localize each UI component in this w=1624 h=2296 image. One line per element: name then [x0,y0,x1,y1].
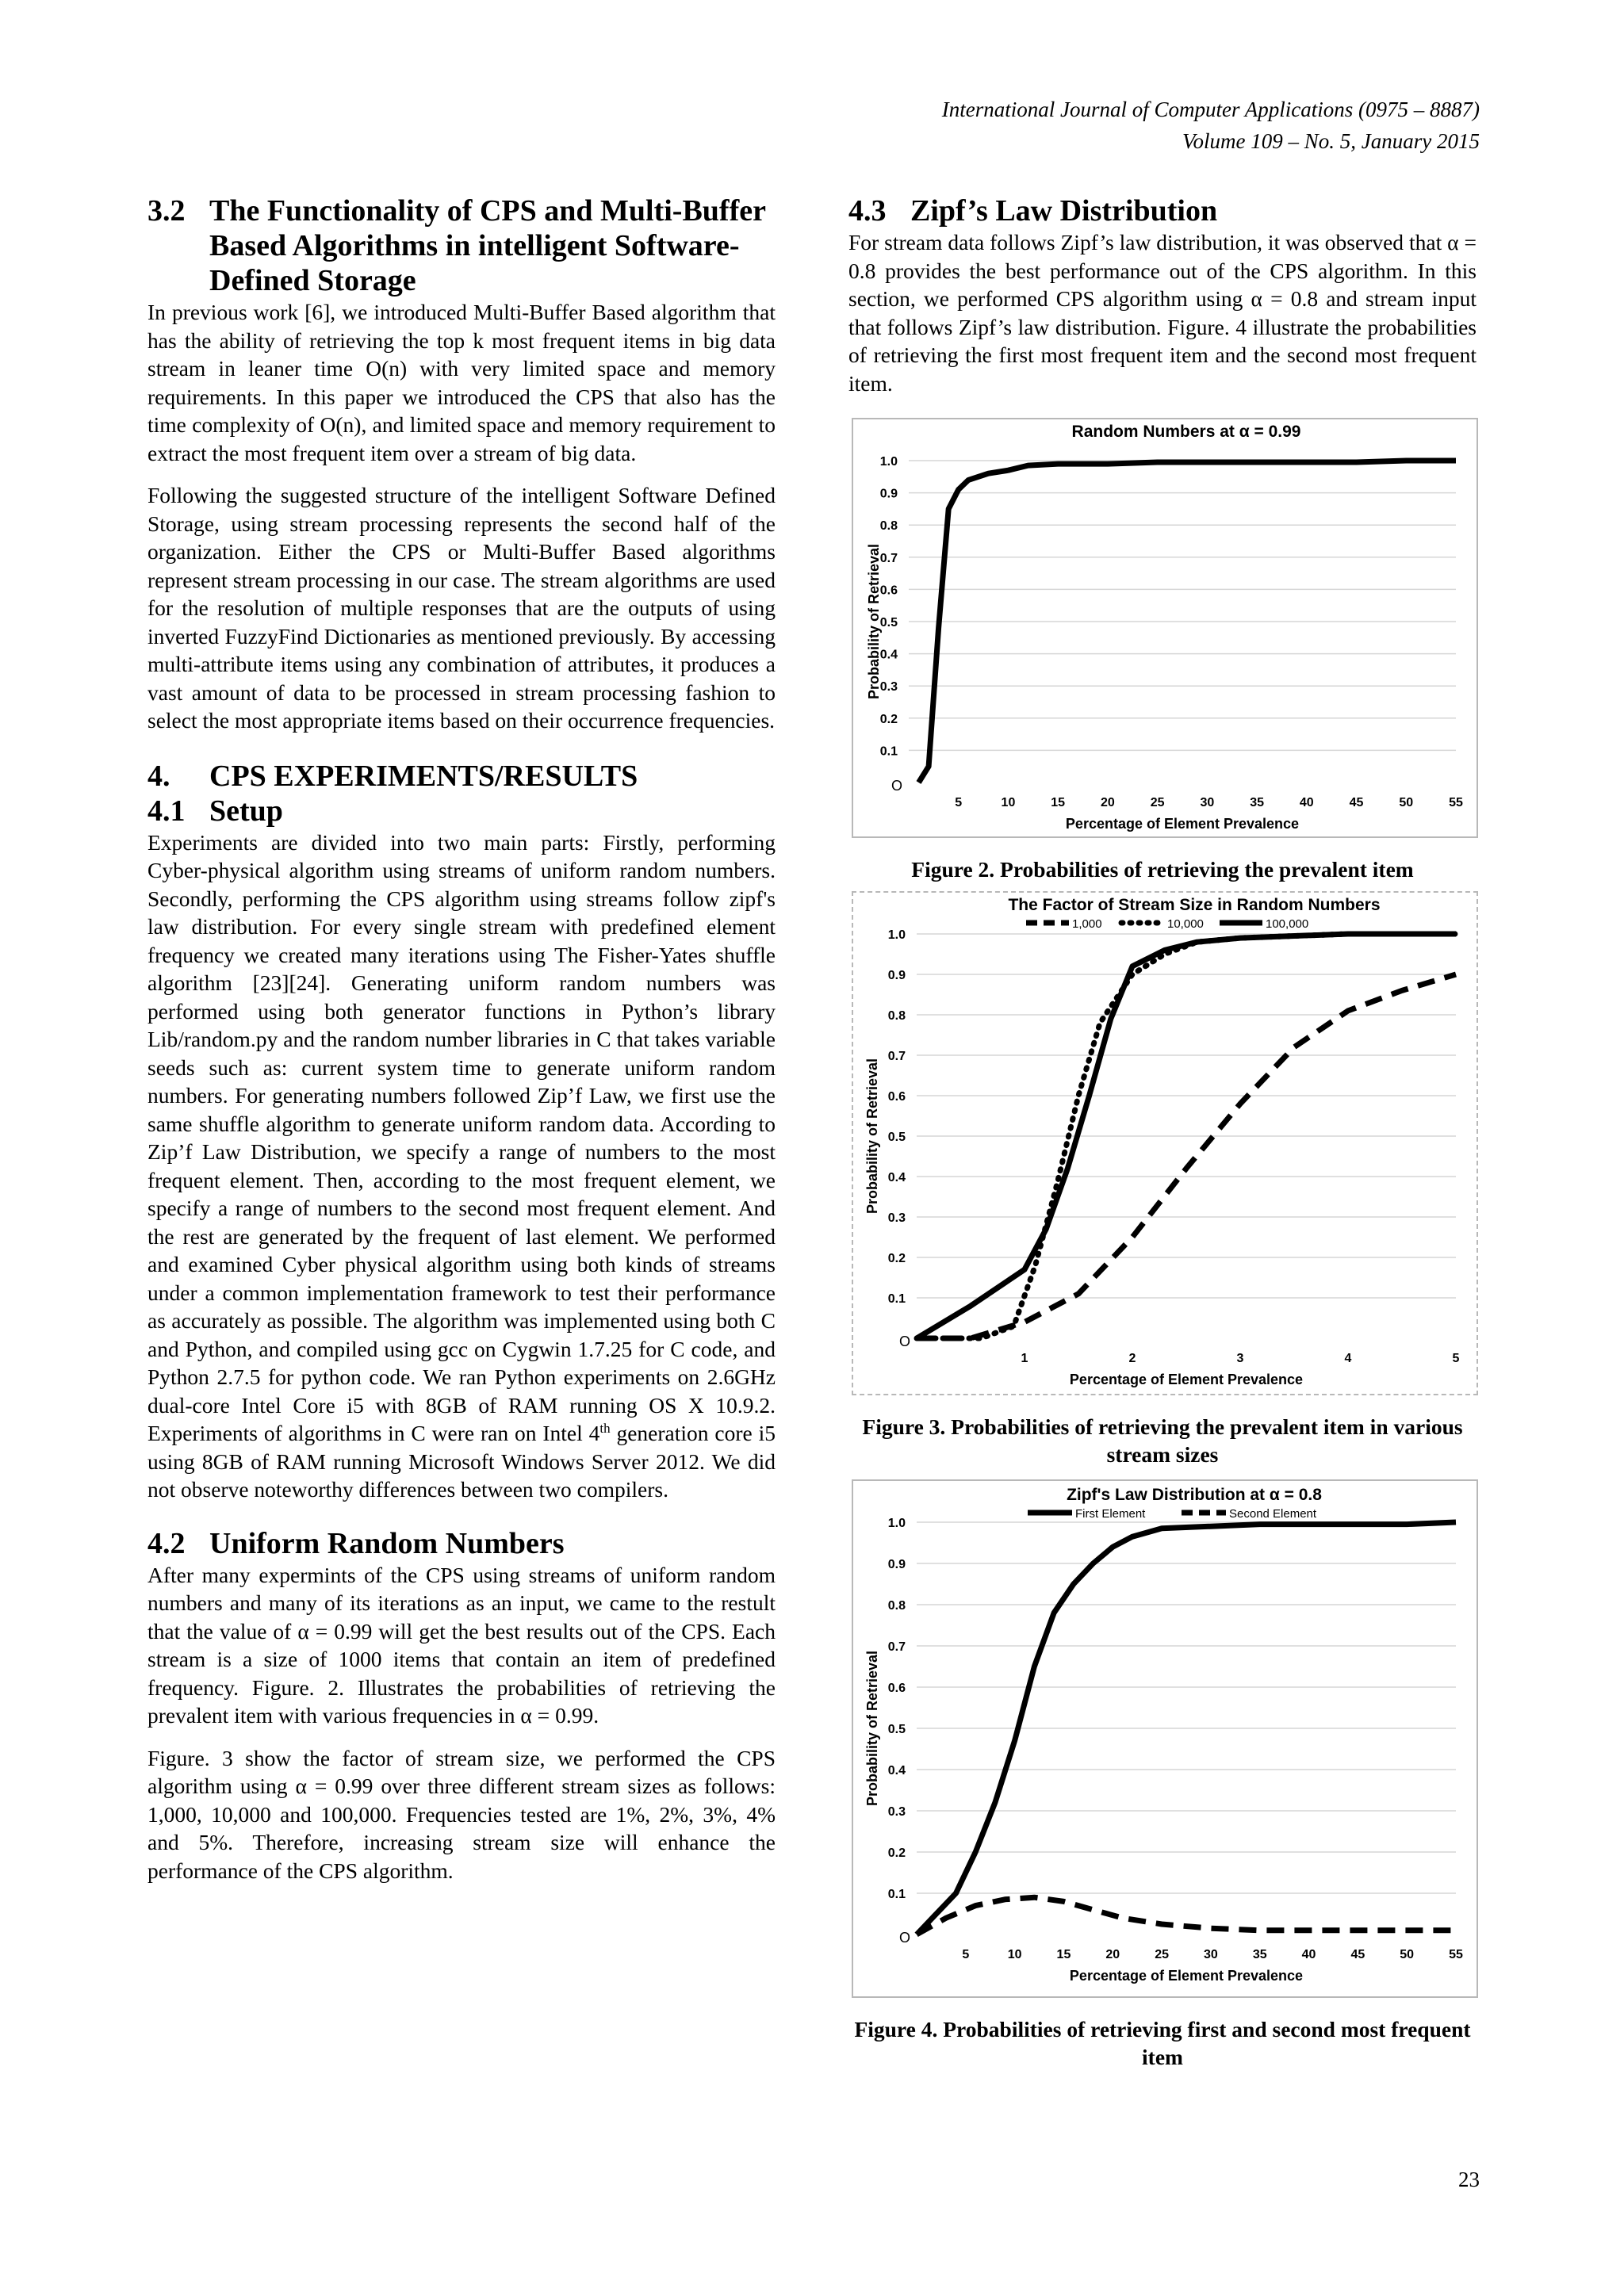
y-tick-label: 0.8 [887,1009,906,1023]
y-tick-label: 0.9 [887,1558,906,1571]
chart-title: The Factor of Stream Size in Random Numbers [1008,896,1381,914]
x-tick-label: 20 [1101,796,1115,809]
section-title: CPS EXPERIMENTS/RESULTS [209,759,638,793]
y-tick-label: 0.3 [887,1211,906,1225]
legend-label: 100,000 [1266,917,1309,931]
x-tick-label: 5 [955,796,963,809]
x-tick-label: 20 [1105,1948,1120,1961]
y-tick-label: 1.0 [879,455,898,469]
x-tick-label: 50 [1399,796,1414,809]
legend-label: 10,000 [1167,917,1204,931]
y-tick-label: 0.8 [887,1599,906,1613]
x-tick-label: 5 [1452,1352,1460,1365]
journal-header [942,94,1480,157]
section-title: Zipf’s Law Distribution [910,194,1218,228]
chart-legend [1026,917,1308,931]
x-tick-label: 1 [1021,1352,1028,1365]
section-title: Setup [209,794,283,828]
figure-4-caption: Figure 4. Probabilities of retrieving first and second most frequent item [854,2017,1471,2069]
section-4-heading [147,759,776,794]
x-axis-label: Percentage of Element Prevalence [1065,816,1300,832]
y-tick-label: 0.2 [887,1846,906,1860]
y-axis-label: Probability of Retrieval [864,1650,880,1807]
x-tick-label: 40 [1301,1948,1316,1961]
y-tick-label: 0.6 [887,1090,906,1104]
superscript: th [599,1420,611,1436]
x-tick-label: 30 [1200,796,1215,809]
origin-label: O [891,778,903,794]
x-tick-label: 2 [1128,1352,1136,1365]
paragraph: Following the suggested structure of the intelligent Software Defined Storage, using stream processing represents the second half of the organization. Either the CPS or Multi-Buffer Based algorithms represent stream processing in our case. The stream algorithms are used for the resolution of multiple responses that are the outputs of using inverted FuzzyFind Dictionaries as mentioned previously. By accessing multi-attribute items using any combination of attributes, it produces a vast amount of data to be processed in stream processing fashion to select the most appropriate items based on their occurrence frequencies. [147,483,776,733]
x-tick-label: 45 [1350,1948,1365,1961]
x-tick-label: 15 [1056,1948,1071,1961]
paragraph-text: generation core i5 using 8GB of RAM running Microsoft Windows Server 2012. We did not observe noteworthy differences between two compilers. [147,1421,776,1502]
x-tick-label: 50 [1400,1948,1415,1961]
y-tick-label: 0.5 [879,616,898,629]
left-column [147,193,776,1885]
origin-label: O [899,1930,911,1946]
y-tick-label: 0.1 [879,744,898,759]
y-axis-label: Probability of Retrieval [866,543,882,700]
x-tick-label: 10 [1001,796,1016,809]
figure-4 [852,1479,1478,1998]
x-tick-label: 15 [1051,796,1066,809]
y-tick-label: 0.7 [887,1640,906,1654]
section-number: 3.2 [147,194,186,228]
section-number: 4. [147,759,170,793]
y-tick-label: 1.0 [887,928,906,942]
y-tick-label: 0.2 [887,1252,906,1265]
section-number: 4.1 [147,794,186,828]
x-tick-label: 10 [1007,1948,1022,1961]
section-3-2-heading [147,193,776,298]
paragraph: For stream data follows Zipf’s law distribution, it was observed that α = 0.8 provides the best performance out of the CPS algorithm. In this section, we performed CPS algorithm using α = 0.8 and stream input that follows Zipf’s law distribution. Figure. 4 illustrate the probabilities of retrieving the first most frequent item and the second most frequent item. [848,230,1477,396]
legend-label: 1,000 [1072,917,1102,931]
y-tick-label: 0.1 [887,1888,906,1901]
section-title: Uniform Random Numbers [209,1526,565,1560]
x-tick-label: 3 [1236,1352,1244,1365]
x-tick-label: 55 [1449,1948,1463,1961]
y-tick-label: 0.4 [879,648,898,662]
section-4-3-heading [848,193,1477,228]
paragraph: Figure. 3 show the factor of stream size, we performed the CPS algorithm using α = 0.99 over three different stream sizes as follows: 1,000, 10,000 and 100,000. Frequencies tested are 1%, 2%, 3%, 4% and 5%. Therefore, increasing stream size will enhance the performance of the CPS algorithm. [147,1745,776,1883]
legend-label: Second Element [1229,1507,1317,1521]
x-tick-label: 25 [1150,796,1165,809]
y-tick-label: 1.0 [887,1517,906,1530]
x-tick-label: 45 [1349,796,1364,809]
section-number: 4.3 [848,194,887,228]
x-tick-label: 35 [1250,796,1264,809]
chart-legend [1028,1507,1317,1521]
figure-2 [852,418,1478,838]
series-line-1-000 [917,974,1456,1338]
journal-volume: Volume 109 – No. 5, January 2015 [1182,129,1480,153]
paragraph: In previous work [6], we introduced Multi-Buffer Based algorithm that has the ability of retrieving the top k most frequent items in big data stream in leaner time O(n) with very limited space and memory requirements. In this paper we introduced the CPS that also has the time complexity of O(n), and limited space and memory requirement to extract the most frequent item over a stream of big data. [147,300,776,465]
x-tick-label: 5 [962,1948,970,1961]
y-tick-label: 0.9 [879,487,898,501]
y-axis-label: Probability of Retrieval [864,1058,880,1215]
section-number: 4.2 [147,1526,186,1560]
y-tick-label: 0.1 [887,1292,906,1306]
y-tick-label: 0.2 [879,712,898,726]
x-tick-label: 55 [1449,796,1463,809]
section-title: The Functionality of CPS and Multi-Buffer Based Algorithms in intelligent Software-Defined Storage [209,194,766,297]
x-tick-label: 4 [1344,1352,1352,1365]
figure-3-caption: Figure 3. Probabilities of retrieving the prevalent item in various stream sizes [862,1414,1463,1467]
section-4-1-heading [147,794,776,828]
y-tick-label: 0.7 [887,1050,906,1063]
y-tick-label: 0.7 [879,551,898,565]
chart-title: Random Numbers at α = 0.99 [1071,423,1301,441]
figure-4-chart [853,1481,1477,1996]
y-tick-label: 0.4 [887,1171,906,1184]
section-4-2-heading [147,1526,776,1561]
series-line-second-element [917,1897,1456,1934]
y-tick-label: 0.3 [887,1805,906,1819]
journal-name: International Journal of Computer Applications (0975 – 8887) [941,98,1480,121]
x-axis-label: Percentage of Element Prevalence [1069,1372,1304,1387]
right-column [848,193,1477,2071]
figure-2-caption: Figure 2. Probabilities of retrieving the prevalent item [911,857,1414,882]
y-tick-label: 0.5 [887,1723,906,1736]
figure-3-chart [853,893,1477,1394]
x-tick-label: 40 [1299,796,1314,809]
y-tick-label: 0.8 [879,519,898,534]
y-tick-label: 0.3 [879,680,898,695]
figure-2-chart [853,419,1477,836]
x-tick-label: 30 [1204,1948,1218,1961]
page-number: 23 [1458,2168,1480,2191]
y-tick-label: 0.6 [879,584,898,598]
y-tick-label: 0.9 [887,969,906,982]
origin-label: O [899,1334,911,1349]
paragraph-text: Experiments are divided into two main parts: Firstly, performing Cyber-physical algorithm using streams of uniform random numbers. Secondly, performing the CPS algorithm using streams follow zipf's law distribution. For every single stream with predefined element frequency we created many iterations using The Fisher-Yates shuffle algorithm [23][24]. Generating uniform random numbers was performed using both generator functions in Python’s library Lib/random.py and the random number libraries in C that takes variable seeds such as: current system time to generate uniform random numbers. For generating numbers followed Zip’f Law, we first use the same shuffle algorithm to generate uniform random data. According to Zip’f Law Distribution, we specify a range of numbers to the most frequent element. Then, according to the most frequent element, we specify a range of numbers to the second most frequent element. And the rest are generated by the frequent of last element. We performed and examined Cyber physical algorithm using both kinds of streams under a common implementation framework to test their performance as accurately as possible. The algorithm was implemented using both C and Python, and compiled using gcc on Cygwin 1.7.25 for C code, and Python 2.7.5 for python code. We ran Python experiments on 2.6GHz dual-core Intel Core i5 with 8GB of RAM running OS X 10.9.2. Experiments of algorithms in C were ran on Intel 4 [147,829,776,1445]
paragraph: After many expermints of the CPS using streams of uniform random numbers and many of its iterations as an input, we came to the restult that the value of α = 0.99 will get the best results out of the CPS. Each stream is a size of 1000 items that contain an item of predefined frequency. Figure. 2. Illustrates the probabilities of retrieving the prevalent item with various frequencies in α = 0.99. [147,1562,776,1728]
y-tick-label: 0.5 [887,1131,906,1144]
paragraph [147,828,776,1504]
y-tick-label: 0.6 [887,1682,906,1695]
chart-title: Zipf's Law Distribution at α = 0.8 [1067,1486,1322,1504]
x-axis-label: Percentage of Element Prevalence [1069,1968,1304,1984]
figure-3 [852,891,1478,1395]
x-tick-label: 25 [1155,1948,1169,1961]
legend-label: First Element [1075,1507,1146,1521]
y-tick-label: 0.4 [887,1764,906,1777]
x-tick-label: 35 [1252,1948,1267,1961]
